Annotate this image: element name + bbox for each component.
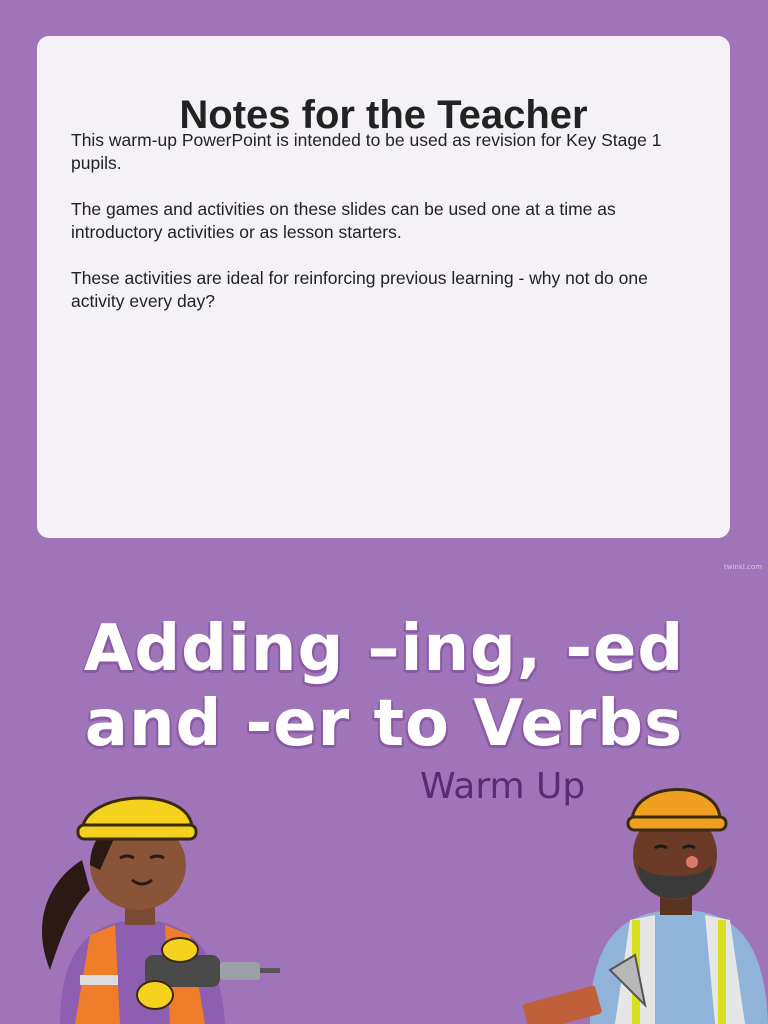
- notes-paragraph: The games and activities on these slides can be used one at a time as introductory activities or as lesson starters.: [71, 199, 616, 242]
- construction-worker-brick-illustration: [520, 770, 768, 1024]
- notes-body: [71, 129, 691, 336]
- watermark: twinkl.com: [723, 563, 762, 571]
- cover-title-line-2: and -er to Verbs: [84, 687, 684, 761]
- notes-title: Notes for the Teacher: [179, 93, 588, 137]
- construction-worker-drill-illustration: [20, 770, 280, 1024]
- teacher-notes-card: [37, 36, 730, 538]
- cover-title-line-1: Adding –ing, -ed: [83, 612, 685, 686]
- notes-paragraph: This warm-up PowerPoint is intended to be used as revision for Key Stage 1 pupils.: [71, 130, 662, 173]
- notes-paragraph: These activities are ideal for reinforcing previous learning - why not do one activity every day?: [71, 268, 648, 311]
- cover-subtitle: Warm Up: [420, 766, 586, 807]
